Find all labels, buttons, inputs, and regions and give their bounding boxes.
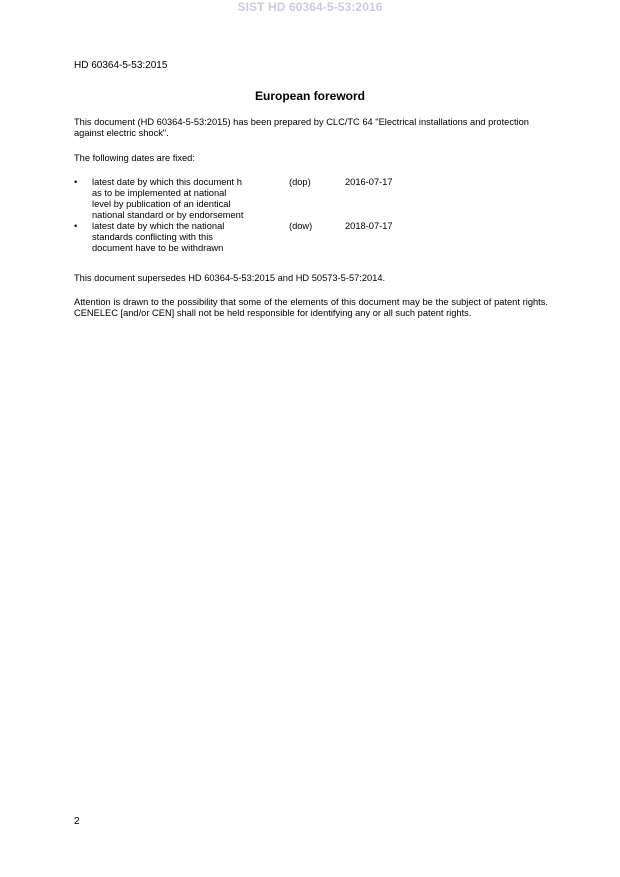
list-item [74, 177, 554, 221]
date-description: latest date by which this document h as to be implemented at national level by publication of an identical national standard or by endorsement [92, 177, 244, 220]
intro-paragraph: This document (HD 60364-5-53:2015) has been prepared by CLC/TC 64 "Electrical installations and protection against electric shock". [74, 117, 529, 138]
patent-paragraph: Attention is drawn to the possibility that some of the elements of this document may be the subject of patent rights. CENELEC [and/or CEN] shall not be held responsible for identifying any or all such patent rights. [74, 297, 548, 318]
date-code: (dop) [289, 177, 311, 187]
page-title: European foreword [254, 89, 365, 103]
date-value: 2018-07-17 [345, 221, 393, 231]
bullet-icon: • [74, 221, 78, 231]
bullet-icon: • [74, 177, 78, 187]
watermark: SIST HD 60364-5-53:2016 [237, 0, 383, 14]
dates-list [74, 177, 554, 254]
list-item [74, 221, 554, 254]
supersedes-paragraph: This document supersedes HD 60364-5-53:2015 and HD 50573-5-57:2014. [74, 273, 386, 283]
dates-intro-paragraph: The following dates are fixed: [74, 153, 195, 163]
date-value: 2016-07-17 [345, 177, 393, 187]
date-description: latest date by which the national standards conflicting with this document have to be withdrawn [92, 221, 225, 253]
document-id-header: HD 60364-5-53:2015 [74, 60, 168, 71]
date-code: (dow) [289, 221, 313, 231]
page-number: 2 [74, 816, 80, 827]
